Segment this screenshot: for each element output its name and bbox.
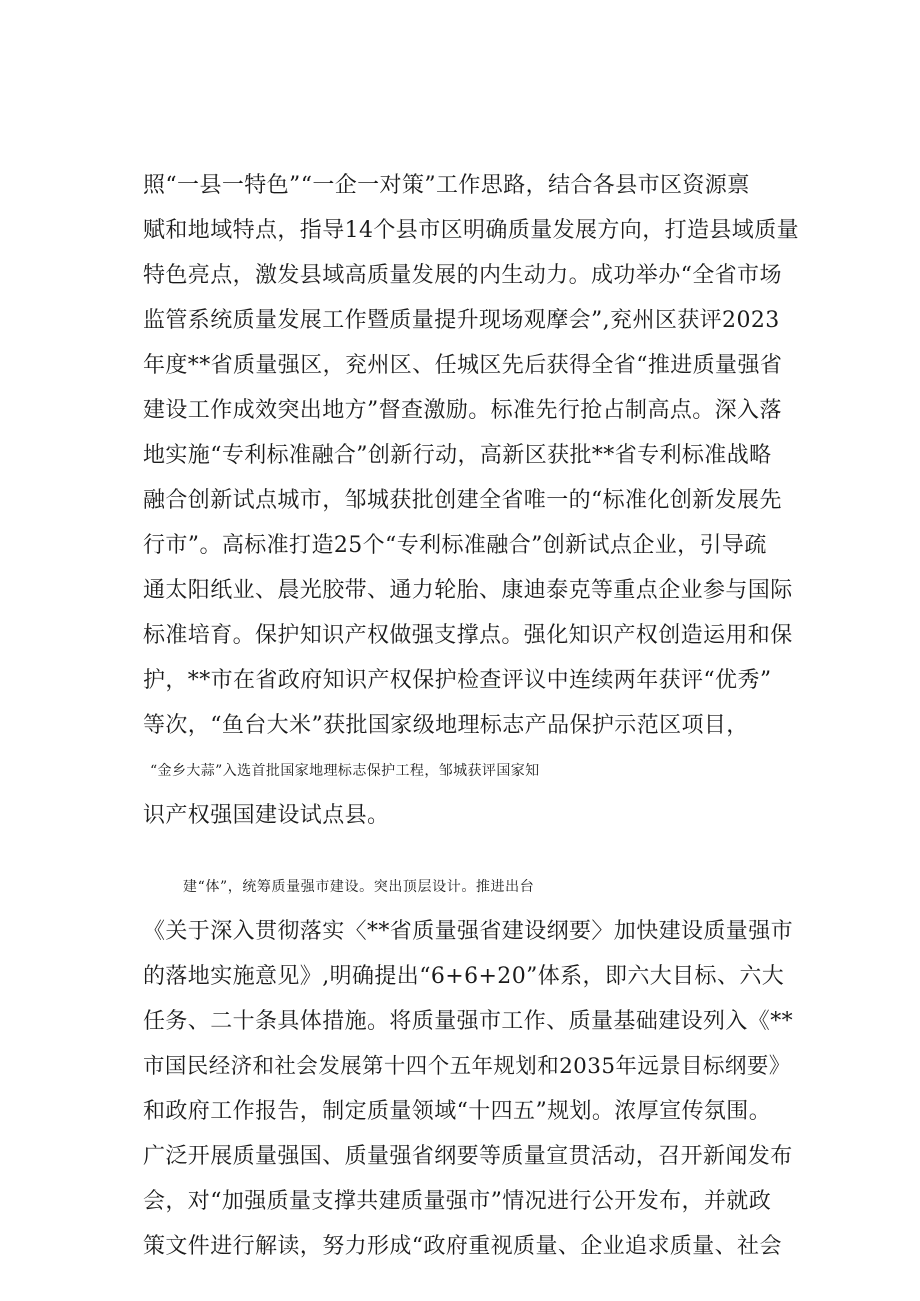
- paragraph-line: 会，对“加强质量支撑共建质量强市”情况进行公开发布，并就政: [143, 1189, 772, 1214]
- paragraph-line: “金乡大蒜”入选首批国家地理标志保护工程，邹城获评国家知: [150, 763, 540, 779]
- paragraph-line: 特色亮点，激发县域高质量发展的内生动力。成功举办“全省市场: [143, 263, 782, 288]
- paragraph-line: 标准培育。保护知识产权做强支撑点。强化知识产权创造运用和保: [143, 623, 793, 648]
- paragraph-line: 地实施“专利标准融合”创新行动，高新区获批**省专利标准战略: [143, 443, 772, 468]
- paragraph-line: 建设工作成效突出地方”督查激励。标准先行抢占制高点。深入落: [143, 398, 782, 423]
- paragraph-line: 年度**省质量强区，兖州区、任城区先后获得全省“推进质量强省: [143, 353, 783, 378]
- paragraph-line: 通太阳纸业、晨光胶带、通力轮胎、康迪泰克等重点企业参与国际: [143, 578, 793, 603]
- paragraph-line: 和政府工作报告，制定质量领域“十四五”规划。浓厚宣传氛围。: [143, 1099, 772, 1124]
- paragraph-line: 任务、二十条具体措施。将质量强市工作、质量基础建设列入《**: [143, 1009, 794, 1034]
- paragraph-line: 照“一县一特色”“一企一对策”工作思路，结合各县市区资源禀: [143, 173, 750, 198]
- paragraph-line: 行市”。高标准打造25个“专利标准融合”创新试点企业，引导疏: [143, 533, 767, 558]
- paragraph-line: 《关于深入贯彻落实〈**省质量强省建设纲要〉加快建设质量强市: [143, 919, 794, 944]
- paragraph-line: 策文件进行解读，努力形成“政府重视质量、企业追求质量、社会: [143, 1234, 782, 1259]
- paragraph-line: 广泛开展质量强国、质量强省纲要等质量宣贯活动，召开新闻发布: [143, 1144, 793, 1169]
- paragraph-line: 赋和地域特点，指导14个县市区明确质量发展方向，打造县域质量: [143, 218, 799, 243]
- paragraph-first-line: 建“体”，统筹质量强市建设。突出顶层设计。推进出台: [183, 879, 535, 895]
- paragraph-line: 护，**市在省政府知识产权保护检查评议中连续两年获评“优秀”: [143, 668, 772, 693]
- paragraph-line: 融合创新试点城市，邹城获批创建全省唯一的“标准化创新发展先: [143, 488, 782, 513]
- paragraph-line: 的落地实施意见》,明确提出“6+6+20”体系，即六大目标、六大: [143, 964, 785, 989]
- paragraph-line: 监管系统质量发展工作暨质量提升现场观摩会”,兖州区获评2023: [143, 308, 780, 333]
- paragraph-line: 市国民经济和社会发展第十四个五年规划和2035年远景目标纲要》: [143, 1054, 791, 1079]
- paragraph-line: 等次，“鱼台大米”获批国家级地理标志产品保护示范区项目，: [143, 713, 749, 738]
- paragraph-line: 识产权强国建设试点县。: [143, 803, 390, 828]
